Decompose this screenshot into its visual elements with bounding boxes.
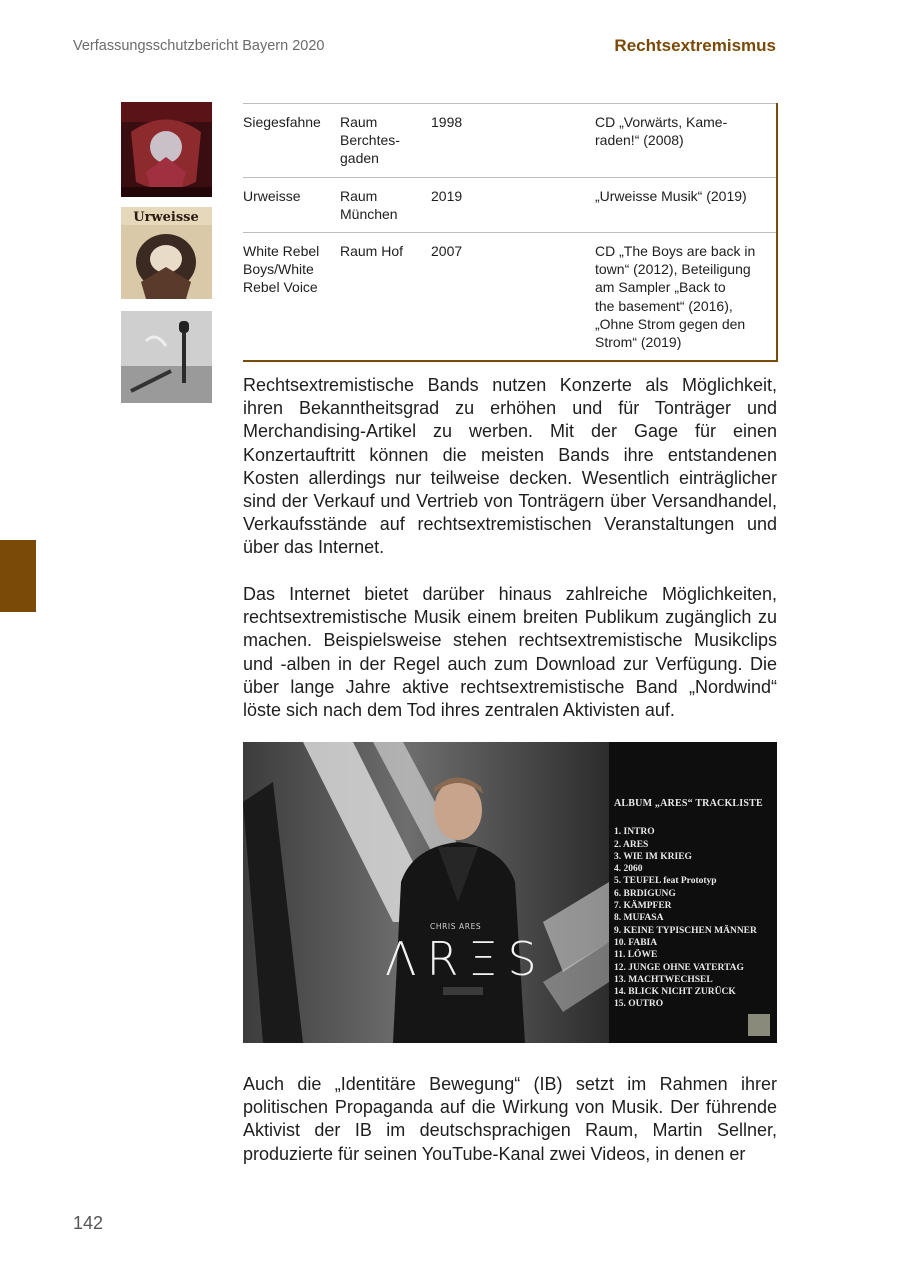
track-item: 2. ARES [614,839,649,850]
album-cover-thumbnail-siegesfahne [121,102,212,197]
track-item: 6. BRDIGUNG [614,888,676,899]
table-row [243,177,776,232]
track-item: 14. BLICK NICHT ZURÜCK [614,987,736,998]
album-tracklist [614,798,763,1011]
band-region: Raum München [340,187,398,222]
band-release: „Urweisse Musik“ (2019) [595,187,747,204]
band-year: 1998 [431,114,463,130]
body-paragraph-2: Das Internet bietet darüber hinaus zahlreiche Möglichkeiten, rechtsextremistische Musik einem breiten Publikum zugänglich zu machen. Beispielsweise stehen rechtsextremistische Musikclips und -alben in der Regel auch zum Download zur Verfügung. Die über lange Jahre aktive rechtsextremistische Band „Nordwind“ löste sich nach dem Tod ihres zentralen Aktivisten auf. [243,584,777,721]
section-title: Rechtsextremismus [614,36,776,55]
table-row [243,232,776,360]
chapter-tab-marker [0,540,36,612]
table-row [243,103,776,177]
track-item: 5. TEUFEL feat Prototyp [614,876,717,887]
track-item: 1. INTRO [614,827,655,838]
band-name: Urweisse [243,187,301,204]
band-region: Raum Berchtes- gaden [340,114,400,167]
track-item: 3. WIE IM KRIEG [614,851,692,862]
track-item: 13. MACHTWECHSEL [614,974,713,985]
band-release: CD „The Boys are back in town“ (2012), Beteiligung am Sampler „Back to the basement“ (2016), „Ohne Strom gegen den Strom“ (2019) [595,243,756,351]
band-name: Siegesfahne [243,114,321,130]
album-cover-thumbnail-white-rebel-boys [121,311,212,403]
album-title-logo: ΛRΞS [385,932,547,986]
track-item: 12. JUNGE OHNE VATERTAG [614,962,744,973]
track-item: 8. MUFASA [614,913,664,924]
track-item: 9. KEINE TYPISCHEN MÄNNER [614,925,757,936]
body-paragraph-3: Auch die „Identitäre Bewegung“ (IB) setzt im Rahmen ihrer politischen Propaganda auf die Wirkung von Musik. Der führende Aktivist der IB im deutschsprachigen Raum, Martin Sellner, produzierte für seinen YouTube-Kanal zwei Videos, in denen er [243,1074,777,1164]
track-item: 11. LÖWE [614,950,658,961]
band-region: Raum Hof [340,243,404,260]
track-item: 4. 2060 [614,864,643,875]
album-cover-thumbnail-urweisse [121,207,212,299]
band-table [243,103,778,362]
band-year: 2019 [431,187,463,204]
album-artist-name: CHRIS ARES [430,922,482,931]
band-name: White Rebel Boys/White Rebel Voice [243,243,320,296]
running-header-title: Verfassungsschutzbericht Bayern 2020 [73,38,325,54]
tracklist-title: ALBUM „ARES“ TRACKLISTE [614,798,763,809]
band-release: CD „Vorwärts, Kame- raden!“ (2008) [595,114,728,149]
band-year: 2007 [431,243,463,260]
track-item: 7. KÄMPFER [614,901,672,912]
page-number: 142 [73,1213,104,1233]
track-item: 15. OUTRO [614,999,664,1010]
track-item: 10. FABIA [614,937,658,948]
urweisse-logo-text: Urweisse [133,210,199,225]
body-paragraph-1: Rechtsextremistische Bands nutzen Konzerte als Möglichkeit, ihren Bekanntheitsgrad zu erhöhen und für Tonträger und Merchandising-Artikel zu werben. Mit der Gage für einen Konzertauftritt können die meisten Bands ihre entstandenen Kosten allerdings nur teilweise decken. Wesentlich einträglicher sind der Verkauf und Vertrieb von Tonträgern über Versandhandel, Verkaufsstände auf rechtsextremistischen Veranstaltungen und über das Internet. [243,375,777,558]
